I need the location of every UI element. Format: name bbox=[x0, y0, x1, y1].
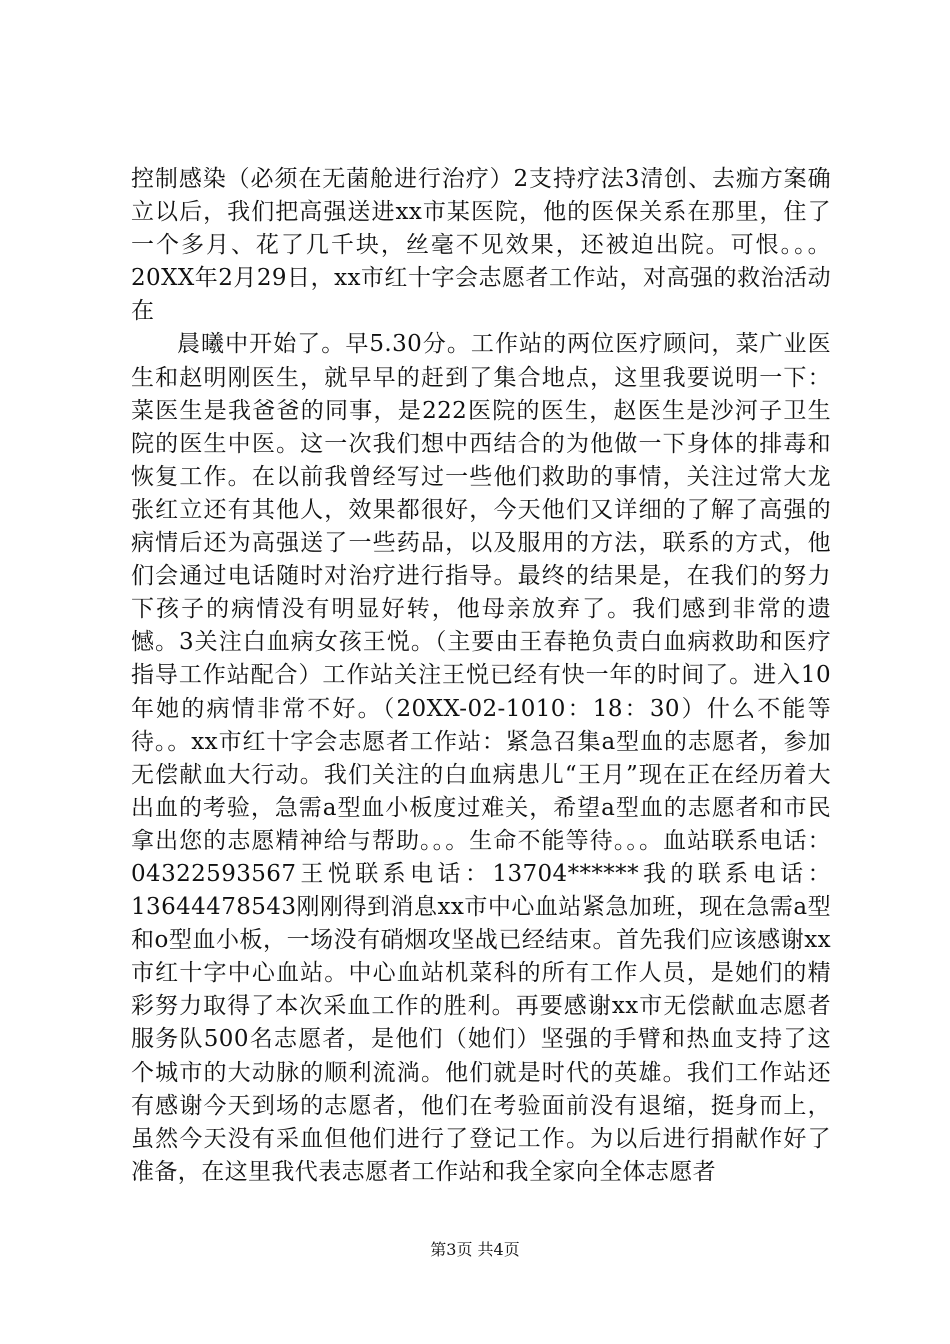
page-number-label: 第3页 共4页 bbox=[430, 1240, 520, 1259]
paragraph-2: 晨曦中开始了。早5.30分。工作站的两位医疗顾问，菜广业医生和赵明刚医生，就早早的赶到了集合地点，这里我要说明一下：菜医生是我爸爸的同事，是222医院的医生，赵医生是沙河子卫生院的医生中医。这一次我们想中西结合的为他做一下身体的排毒和恢复工作。在以前我曾经写过一些他们救助的事情，关注过常大龙张红立还有其他人，效果都很好，今天他们又详细的了解了高强的病情后还为高强送了一些药品，以及服用的方法，联系的方式，他们会通过电话随时对治疗进行指导。最终的结果是，在我们的努力下孩子的病情没有明显好转，他母亲放弃了。我们感到非常的遗憾。3关注白血病女孩王悦。（主要由王春艳负责白血病救助和医疗指导工作站配合）工作站关注王悦已经有快一年的时间了。进入10年她的病情非常不好。（20XX-02-1010：18：30）什么不能等待。。xx市红十字会志愿者工作站：紧急召集a型血的志愿者，参加无偿献血大行动。我们关注的白血病患儿“王月”现在正在经历着大出血的考验，急需a型血小板度过难关，希望a型血的志愿者和市民拿出您的志愿精神给与帮助。。。生命不能等待。。。血站联系电话：04322593567王悦联系电话：13704******我的联系电话：13644478543刚刚得到消息xx市中心血站紧急加班，现在急需a型和o型血小板，一场没有硝烟攻坚战已经结束。首先我们应该感谢xx市红十字中心血站。中心血站机菜科的所有工作人员，是她们的精彩努力取得了本次采血工作的胜利。再要感谢xx市无偿献血志愿者服务队500名志愿者，是他们（她们）坚强的手臂和热血支持了这个城市的大动脉的顺利流淌。他们就是时代的英雄。我们工作站还有感谢今天到场的志愿者，他们在考验面前没有退缩，挺身而上，虽然今天没有采血但他们进行了登记工作。为以后进行捐献作好了准备，在这里我代表志愿者工作站和我全家向全体志愿者 bbox=[131, 331, 831, 1185]
paragraph-1: 控制感染（必须在无菌舱进行治疗）2支持疗法3清创、去痂方案确立以后，我们把高强送进xx市某医院，他的医保关系在那里，住了一个多月、花了几千块，丝毫不见效果，还被迫出院。可恨。。。20XX年2月29日，xx市红十字会志愿者工作站，对高强的救治活动在 bbox=[131, 166, 831, 325]
page-footer bbox=[0, 1240, 950, 1260]
document-body bbox=[131, 163, 831, 1189]
